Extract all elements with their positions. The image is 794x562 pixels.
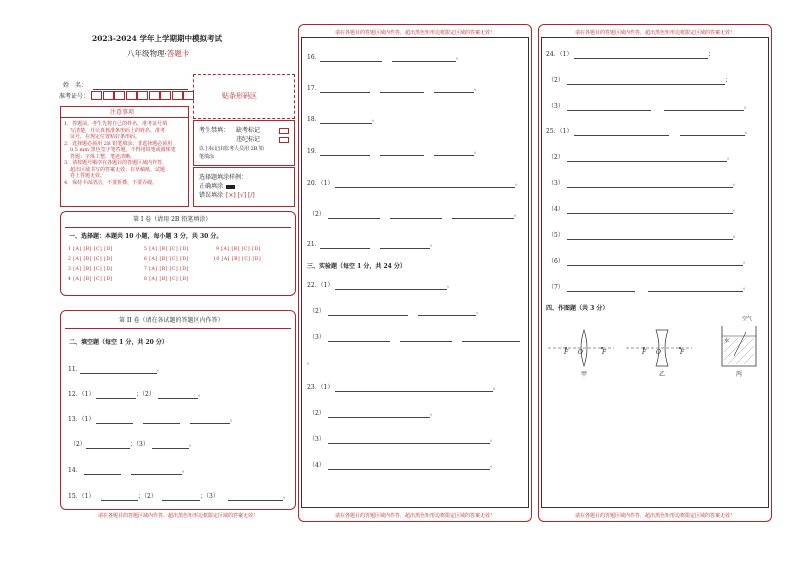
notice-item: 3．请按题号顺序在各题目的答题区域内作答， xyxy=(64,160,168,166)
choice-options[interactable]: [A] [B] [C] [D] xyxy=(73,277,113,282)
q-number: 7 xyxy=(144,267,148,272)
id-cell[interactable] xyxy=(91,91,102,100)
q13-label: 13．（1） xyxy=(68,416,95,423)
q25-answer-7[interactable] xyxy=(567,291,635,292)
choice-options[interactable]: [A] [B] [C] [D] xyxy=(149,267,189,272)
choice-row xyxy=(213,255,261,262)
fill-example-box xyxy=(193,167,295,207)
q15-label-2: ；（2） xyxy=(138,493,157,500)
q11-answer[interactable] xyxy=(80,373,157,374)
choice-options[interactable]: [A] [B] [C] [D] xyxy=(73,267,113,272)
q24-semicolon: ； xyxy=(708,51,715,58)
focus-label: F xyxy=(564,349,569,356)
part2-box xyxy=(60,310,296,510)
q23-answer-3[interactable] xyxy=(328,443,490,444)
exam-title: 2023-2024 学年上学期期中模拟考试 xyxy=(92,34,222,43)
q22-answer-1[interactable] xyxy=(335,289,447,290)
choice-row xyxy=(144,265,189,272)
q-number: 8 xyxy=(144,277,148,282)
wrong-fill-label: 错误填涂 xyxy=(199,192,224,199)
id-label: 准考证号： xyxy=(59,93,90,100)
q22-answer-2[interactable] xyxy=(328,315,408,316)
correct-fill-label: 正确填涂 xyxy=(199,183,224,190)
notice-item: 1．答题前，考生先将自己的姓名，准考证号填 xyxy=(64,121,168,127)
notice-item: 答题；字体工整、笔迹清晰。 xyxy=(70,153,136,160)
choice-options[interactable]: [A] [B] [C] [D] xyxy=(149,247,189,252)
q16-period: 。 xyxy=(456,54,463,61)
q13-period-2: 。 xyxy=(189,441,196,448)
q16-answer-1[interactable] xyxy=(320,61,382,62)
warning-footer-2: 请在各题目的答题区域内作答，超出黑色矩形边框限定区域的答案无效！ xyxy=(334,513,495,519)
id-cell[interactable] xyxy=(160,91,171,100)
choice-options[interactable]: [A] [B] [C] [D] xyxy=(221,257,262,262)
q25-period-7: 。 xyxy=(743,284,750,291)
q25-label-6: （6） xyxy=(548,258,564,265)
q19-period: 。 xyxy=(474,148,481,155)
q17-period: 。 xyxy=(474,85,481,92)
q12-answer-1[interactable] xyxy=(96,398,136,399)
q12-period: 。 xyxy=(198,391,205,398)
barcode-label: 贴条形码区 xyxy=(222,92,257,100)
q23-answer-1[interactable] xyxy=(335,391,493,392)
q17-answer-1[interactable] xyxy=(320,92,370,93)
choice-row xyxy=(68,265,113,272)
absent-checkbox[interactable] xyxy=(279,128,289,134)
q23-answer-4[interactable] xyxy=(328,469,490,470)
id-number-grid[interactable] xyxy=(91,91,195,100)
air-label: 空气 xyxy=(742,316,753,322)
q18-period: 。 xyxy=(372,116,379,123)
q19-label: 19． xyxy=(307,148,321,155)
water-label: 水 xyxy=(724,338,730,344)
q24-answer-4[interactable] xyxy=(664,110,744,111)
optical-center-label-2: O xyxy=(656,349,661,356)
q20-label: 20．（1） xyxy=(307,180,334,187)
q25-answer-6[interactable] xyxy=(567,265,743,266)
fill-section-title: 二、填空题（每空 1 分，共 20 分） xyxy=(69,339,168,346)
q22-answer-6[interactable] xyxy=(462,341,520,342)
q24-answer-1[interactable] xyxy=(574,58,708,59)
q15-answer-1[interactable] xyxy=(101,500,138,501)
q24-label-3: （3） xyxy=(548,103,564,110)
notice-box xyxy=(60,106,189,207)
subject-name: 八年级物理 xyxy=(127,49,165,58)
q16-label: 16． xyxy=(307,54,321,61)
q23-label-2: （2） xyxy=(309,410,325,417)
choice-grid xyxy=(68,245,288,287)
convex-lens-diagram[interactable] xyxy=(546,320,616,370)
id-cell[interactable] xyxy=(137,91,148,100)
q12-answer-2[interactable] xyxy=(158,398,198,399)
q13-answer-3[interactable] xyxy=(152,448,189,449)
q13-label-3: ；（3） xyxy=(130,441,149,448)
choice-row xyxy=(144,275,189,282)
optical-center-label: O xyxy=(578,349,583,356)
q21-answer-2[interactable] xyxy=(380,248,430,249)
q22-label-2: （2） xyxy=(309,308,325,315)
q13-answer-2[interactable] xyxy=(86,448,130,449)
q25-period-5: 。 xyxy=(733,232,740,239)
q25-answer-1[interactable] xyxy=(574,135,669,136)
q13-answer-1[interactable] xyxy=(96,423,133,424)
q24-answer-2[interactable] xyxy=(567,84,725,85)
q16-answer-2[interactable] xyxy=(392,61,456,62)
choice-row xyxy=(68,255,113,262)
exam-mark-box xyxy=(193,120,295,166)
notice-list xyxy=(64,121,186,186)
id-cell[interactable] xyxy=(114,91,125,100)
q-number: 4 xyxy=(68,277,72,282)
focus-label-3: F xyxy=(642,349,647,356)
q20-period-2: 。 xyxy=(514,211,521,218)
drawing-section-title: 四、作图题（共 3 分） xyxy=(546,305,609,312)
notice-item: 0.5 mm 黑色签字笔答题，不得用铅笔或圆珠笔 xyxy=(70,147,176,153)
q11-period: 。 xyxy=(157,366,164,373)
q22-answer-5[interactable] xyxy=(400,341,452,342)
warning-footer-1: 请在各题目的答题区域内作答，超出黑色矩形边框限定区域的答案无效！ xyxy=(97,513,258,519)
choice-row xyxy=(144,245,189,252)
q23-period-3: 。 xyxy=(490,436,497,443)
q15-period: 。 xyxy=(283,493,290,500)
q25-answer-7b[interactable] xyxy=(648,291,743,292)
q-number: 1 xyxy=(68,247,72,252)
notice-item: 超出区域书写的答案无效；在草稿纸、试题 xyxy=(70,166,166,173)
q18-label: 18． xyxy=(307,116,321,123)
choice-row xyxy=(144,255,189,262)
figure-a-label: 甲 xyxy=(581,371,588,378)
q14-answer-b[interactable] xyxy=(131,474,182,475)
q25-answer-1b[interactable] xyxy=(680,135,745,136)
warning-footer-3: 请在各题目的答题区域内作答，超出黑色矩形边框限定区域的答案无效！ xyxy=(574,513,735,519)
q22-comma: ， xyxy=(447,282,454,289)
q-number: 5 xyxy=(144,247,148,252)
q23-label: 23．（1） xyxy=(307,384,334,391)
q24-label-2: （2） xyxy=(548,77,564,84)
q14-period: 。 xyxy=(182,467,189,474)
q17-label: 17． xyxy=(307,85,321,92)
q25-period-2: 。 xyxy=(727,154,734,161)
violate-checkbox[interactable] xyxy=(279,137,289,143)
q23-label-4: （4） xyxy=(309,462,325,469)
notice-title: 注意事项 xyxy=(110,109,135,116)
mark-note-2: 笔填涂 xyxy=(199,154,215,160)
q15-answer-3[interactable] xyxy=(228,500,283,501)
q19-answer-3[interactable] xyxy=(434,155,474,156)
q22-label-3: （3） xyxy=(309,334,325,341)
q22-answer-3[interactable] xyxy=(418,315,476,316)
q13-answer-1c[interactable] xyxy=(190,423,230,424)
name-label: 姓 名： xyxy=(63,82,88,89)
q25-label-2: （2） xyxy=(548,154,564,161)
choice-row xyxy=(68,275,113,282)
q25-label: 25．（1） xyxy=(546,128,573,135)
choice-options[interactable]: [A] [B] [C] [D] xyxy=(221,247,261,252)
focus-label-4: F xyxy=(680,349,685,356)
q22-answer-4[interactable] xyxy=(328,341,390,342)
warning-header-3: 请在各题目的答题区域内作答，超出黑色矩形边框限定区域的答案无效！ xyxy=(574,30,735,36)
focus-label-2: F xyxy=(602,349,607,356)
column3-answer-area xyxy=(541,37,769,508)
q17-answer-2[interactable] xyxy=(380,92,424,93)
choice-options[interactable]: [A] [B] [C] [D] xyxy=(73,247,113,252)
q23-period-4: 。 xyxy=(490,462,497,469)
q12-label: 12．（1） xyxy=(68,391,95,398)
q25-label-5: （5） xyxy=(548,232,564,239)
q21-label: 21． xyxy=(307,241,321,248)
q25-answer-2[interactable] xyxy=(567,161,727,162)
q18-answer[interactable] xyxy=(320,123,372,124)
wrong-fill-marks: [×] [√] [/] xyxy=(226,192,255,199)
subtitle-separator: · xyxy=(164,49,167,58)
q22-period: 。 xyxy=(307,359,314,366)
warning-header-2: 请在各题目的答题区域内作答，超出黑色矩形边框限定区域的答案无效！ xyxy=(334,30,495,36)
q24-semicolon-2: ； xyxy=(725,77,732,84)
mark-note: 以上标记由监考人员用 2B 铅 xyxy=(199,146,265,152)
q24-answer-3[interactable] xyxy=(567,110,651,111)
q20-answer-2[interactable] xyxy=(328,218,380,219)
q20-answer-3[interactable] xyxy=(390,218,442,219)
q17-answer-3[interactable] xyxy=(434,92,474,93)
figure-b-label: 乙 xyxy=(659,371,666,378)
q25-period-4: 。 xyxy=(733,206,740,213)
q25-label-3: （3） xyxy=(548,180,564,187)
barcode-area xyxy=(193,74,295,119)
choice-row xyxy=(68,245,113,252)
figure-c-label: 丙 xyxy=(736,371,743,378)
q25-period-6: 。 xyxy=(743,258,750,265)
q25-answer-3[interactable] xyxy=(567,187,733,188)
name-field[interactable] xyxy=(93,89,188,90)
q21-answer-1[interactable] xyxy=(320,248,370,249)
part1-title: 第 I 卷（请用 2B 铅笔填涂） xyxy=(133,216,212,223)
q11-label: 11． xyxy=(68,366,82,373)
q14-label: 14． xyxy=(68,467,82,474)
notice-item: 2．选择题必须用 2B 铅笔填涂；非选择题必须用 xyxy=(64,140,173,147)
q15-label-3: ；（3） xyxy=(200,493,219,500)
absent-label: 缺考标记 xyxy=(236,127,261,134)
exam-mark-label: 考生禁填： xyxy=(199,127,230,134)
experiment-section-title: 三、实验题（每空 1 分，共 24 分） xyxy=(307,263,406,270)
choice-options[interactable]: [A] [B] [C] [D] xyxy=(149,257,189,262)
q19-answer-1[interactable] xyxy=(320,155,370,156)
q23-period: 。 xyxy=(493,384,500,391)
card-subtitle xyxy=(127,49,189,58)
choice-options[interactable]: [A] [B] [C] [D] xyxy=(73,257,113,262)
q-number: 2 xyxy=(68,257,72,262)
q25-period-3: 。 xyxy=(733,180,740,187)
q25-label-4: （4） xyxy=(548,206,564,213)
q-number: 10 xyxy=(213,257,220,262)
q22-comma-2: ， xyxy=(476,308,483,315)
q25-period: 。 xyxy=(745,128,752,135)
q25-answer-4[interactable] xyxy=(567,213,733,214)
q22-label: 22．（1） xyxy=(307,282,334,289)
q13-label-2: （2） xyxy=(70,441,86,448)
q-number: 9 xyxy=(216,247,220,252)
notice-item: 卷上答题无效。 xyxy=(70,173,106,179)
part2-title: 第 II 卷（请在各试题的答题区内作答） xyxy=(119,317,224,324)
choice-section-title: 一、选择题：本题共 10 小题，每小题 3 分，共 30 分。 xyxy=(69,233,223,240)
concave-lens-diagram[interactable] xyxy=(624,320,694,370)
notice-item: 证号，在规定位置贴好条形码。 xyxy=(70,134,141,140)
choice-row xyxy=(216,245,261,252)
q13-answer-1b[interactable] xyxy=(143,423,180,424)
notice-item: 4．保持卡面清洁，不要折叠、不要弄破。 xyxy=(64,179,158,186)
q20-answer-4[interactable] xyxy=(452,218,514,219)
choice-options[interactable]: [A] [B] [C] [D] xyxy=(149,277,189,282)
beaker-refraction-diagram[interactable] xyxy=(716,322,764,370)
q25-answer-5[interactable] xyxy=(567,239,733,240)
q24-period: 。 xyxy=(744,103,751,110)
q14-answer[interactable] xyxy=(84,474,121,475)
q25-label-7: （7） xyxy=(548,284,564,291)
id-cell[interactable] xyxy=(149,91,160,100)
id-cell[interactable] xyxy=(103,91,114,100)
q12-label-2: ；（2） xyxy=(136,391,155,398)
q24-label: 24．（1） xyxy=(546,51,573,58)
q15-label: 15．（1） xyxy=(68,493,95,500)
q15-answer-2[interactable] xyxy=(162,500,200,501)
q23-period-2: 。 xyxy=(430,410,437,417)
notice-item: 写清楚，并认真核准条形码上的姓名、准考 xyxy=(70,127,166,134)
id-cell[interactable] xyxy=(126,91,137,100)
q-number: 3 xyxy=(68,267,72,272)
q20-answer-1[interactable] xyxy=(335,187,515,188)
card-label: 答题卡 xyxy=(166,49,190,58)
q21-period: 。 xyxy=(430,241,437,248)
q-number: 6 xyxy=(144,257,148,262)
fill-example-title: 选择题填涂样例： xyxy=(199,174,248,181)
q20-label-2: （2） xyxy=(309,211,325,218)
q20-period: 。 xyxy=(515,180,522,187)
correct-fill-mark xyxy=(226,185,235,189)
q19-answer-2[interactable] xyxy=(380,155,424,156)
q23-label-3: （3） xyxy=(309,436,325,443)
q13-period: 。 xyxy=(230,416,237,423)
violate-label: 违纪标记 xyxy=(236,136,261,143)
q23-answer-2[interactable] xyxy=(328,417,430,418)
id-cell[interactable] xyxy=(172,91,183,100)
